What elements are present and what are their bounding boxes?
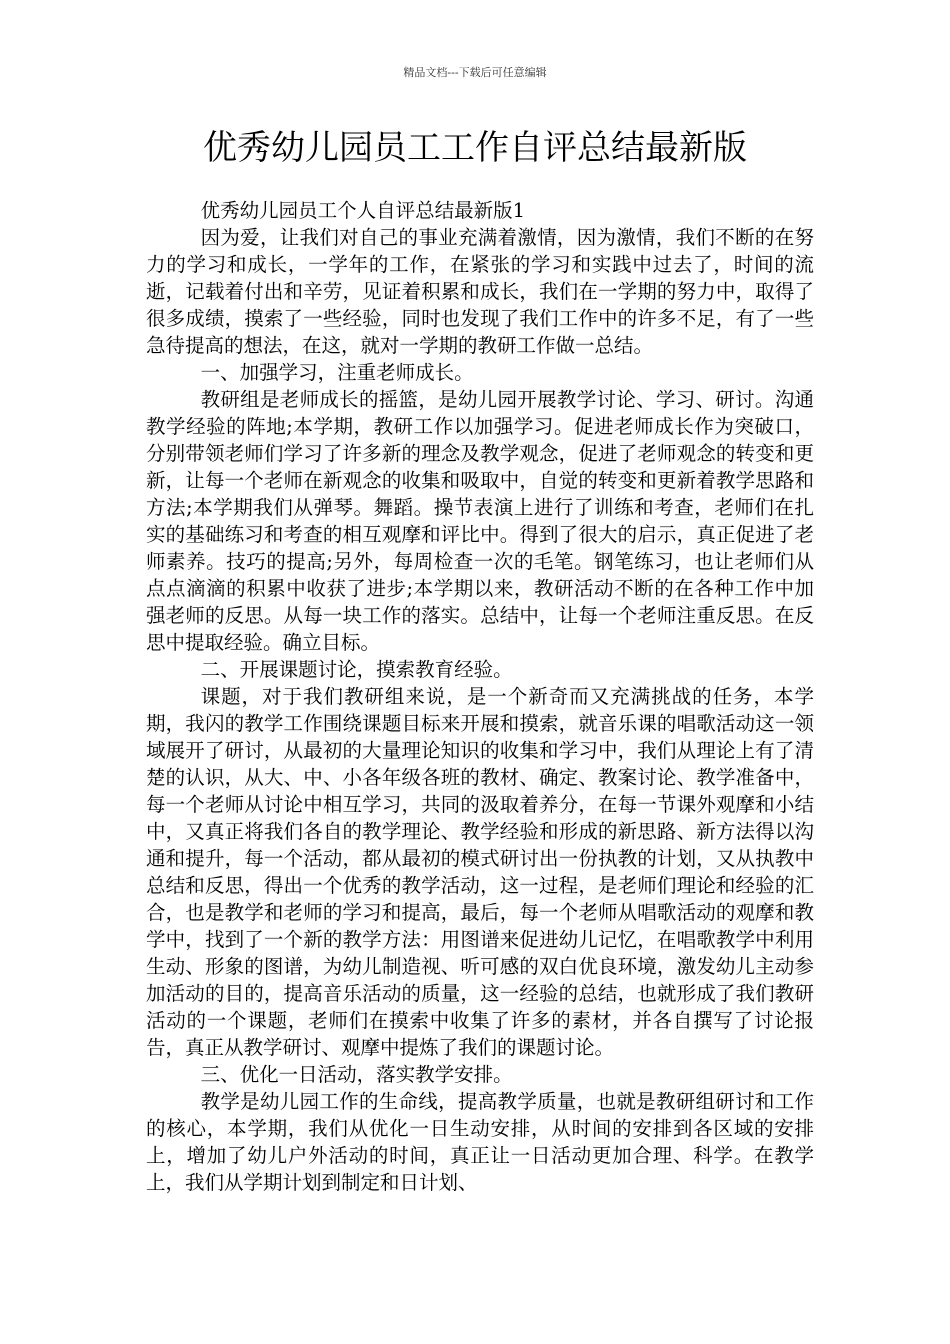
- section-body-1: 教研组是老师成长的摇篮，是幼儿园开展教学讨论、学习、研讨。沟通教学经验的阵地;本学期，教研工作以加强学习。促进老师成长作为突破口，分别带领老师们学习了许多新的理念及教学观念，促进了老师观念的转变和更新，让每一个老师在新观念的收集和吸取中，自觉的转变和更新着教学思路和方法;本学期我们从弹琴。舞蹈。操节表演上进行了训练和考查，老师们在扎实的基础练习和考查的相互观摩和评比中。得到了很大的启示，真正促进了老师素养。技巧的提高;另外，每周检查一次的毛笔。钢笔练习，也让老师们从点点滴滴的积累中收获了进步;本学期以来，教研活动不断的在各种工作中加强老师的反思。从每一块工作的落实。总结中，让每一个老师注重反思。在反思中提取经验。确立目标。: [146, 388, 814, 654]
- header-note: 精品文档---下载后可任意编辑: [403, 66, 547, 79]
- section-body-3: 教学是幼儿园工作的生命线，提高教学质量，也就是教研组研讨和工作的核心，本学期，我们从优化一日生动安排，从时间的安排到各区域的安排上，增加了幼儿户外活动的时间，真正让一日活动更加合理、科学。在教学上，我们从学期计划到制定和日计划、: [146, 1090, 814, 1194]
- section-body-2: 课题，对于我们教研组来说，是一个新奇而又充满挑战的任务，本学期，我闪的教学工作围绕课题目标来开展和摸索，就音乐课的唱歌活动这一领域展开了研讨，从最初的大量理论知识的收集和学习中，我们从理论上有了清楚的认识，从大、中、小各年级各班的教材、确定、教案讨论、教学准备中，每一个老师从讨论中相互学习，共同的汲取着养分，在每一节课外观摩和小结中，又真正将我们各自的教学理论、教学经验和形成的新思路、新方法得以沟通和提升，每一个活动，都从最初的模式研讨出一份执教的计划，又从执教中总结和反思，得出一个优秀的教学活动，这一过程，是老师们理论和经验的汇合，也是教学和老师的学习和提高，最后，每一个老师从唱歌活动的观摩和教学中，找到了一个新的教学方法：用图谱来促进幼儿记忆，在唱歌教学中利用生动、形象的图谱，为幼儿制造视、听可感的双白优良环境，激发幼儿主动参加活动的目的，提高音乐活动的质量，这一经验的总结，也就形成了我们教研活动的一个课题，老师们在摸索中收集了许多的素材，并各自撰写了讨论报告，真正从教学研讨、观摩中提炼了我们的课题讨论。: [146, 685, 814, 1059]
- section-heading-2: 二、开展课题讨论，摸索教育经验。: [200, 658, 513, 681]
- section-heading-3: 三、优化一日活动，落实教学安排。: [200, 1063, 513, 1086]
- section-heading-1: 一、加强学习，注重老师成长。: [200, 361, 474, 384]
- document-title: 优秀幼儿园员工工作自评总结最新版: [203, 128, 747, 168]
- subtitle-paragraph: 优秀幼儿园员工个人自评总结最新版1: [200, 199, 526, 222]
- intro-paragraph: 因为爱，让我们对自己的事业充满着激情，因为激情，我们不断的在努力的学习和成长，一学年的工作，在紧张的学习和实践中过去了，时间的流逝，记载着付出和辛劳，见证着积累和成长，我们在一学期的努力中，取得了很多成绩，摸索了一些经验，同时也发现了我们工作中的许多不足，有了一些急待提高的想法，在这，就对一学期的教研工作做一总结。: [146, 226, 814, 357]
- document-body: [146, 197, 814, 1196]
